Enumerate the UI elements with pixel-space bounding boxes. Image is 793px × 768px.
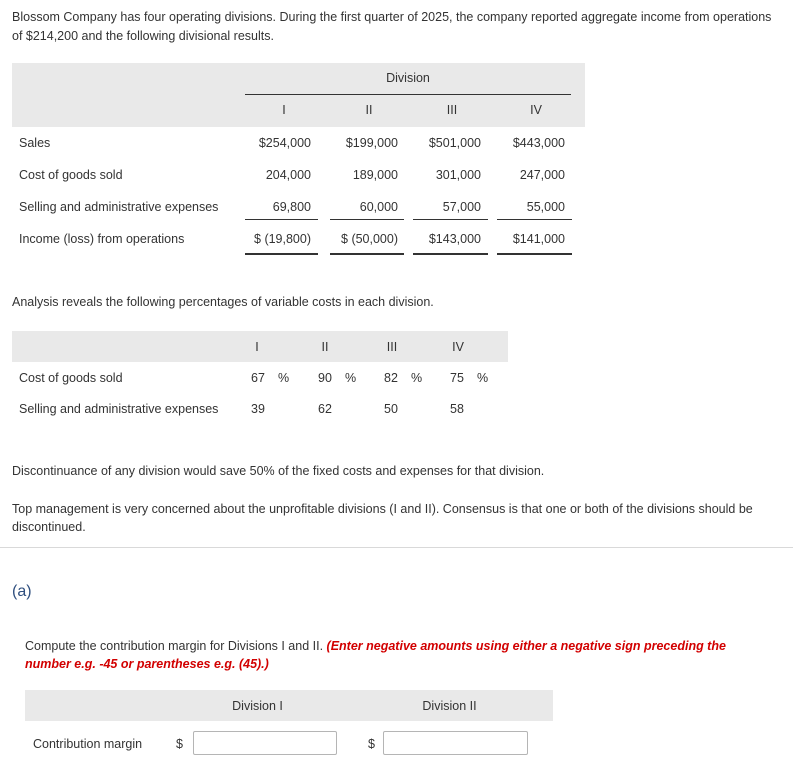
answer-row-label: Contribution margin — [33, 737, 143, 751]
column-header: II — [321, 340, 329, 354]
table-cell: $501,000 — [428, 136, 481, 150]
table-cell: 204,000 — [265, 168, 311, 182]
column-header: IV — [452, 340, 464, 354]
column-header: I — [282, 103, 286, 117]
row-label: Selling and administrative expenses — [19, 200, 219, 214]
column-header: IV — [530, 103, 542, 117]
table-cell: $254,000 — [258, 136, 311, 150]
table-cell: $ (19,800) — [254, 232, 311, 246]
instruction-text: Compute the contribution margin for Divisions I and II. — [25, 639, 324, 653]
row-label: Income (loss) from operations — [19, 232, 185, 246]
part-a-label: (a) — [12, 583, 32, 600]
row-label: Cost of goods sold — [19, 371, 123, 385]
currency-symbol: $ — [368, 737, 375, 751]
subtotal-rule — [330, 219, 404, 220]
column-header: II — [365, 103, 373, 117]
contribution-margin-division-i-input[interactable] — [193, 731, 337, 755]
table-cell: $143,000 — [428, 232, 481, 246]
subtotal-rule — [413, 219, 488, 220]
table-cell: $ (50,000) — [341, 232, 398, 246]
table-cell: 50 — [384, 402, 398, 416]
header-rule — [245, 94, 571, 95]
row-label: Selling and administrative expenses — [19, 402, 219, 416]
table-cell: 60,000 — [359, 200, 398, 214]
analysis-text: Analysis reveals the following percentages of variable costs in each division. — [12, 295, 434, 309]
table-cell: 82 — [384, 371, 398, 385]
total-double-rule — [497, 253, 572, 255]
problem-intro: Blossom Company has four operating divisions. During the first quarter of 2025, the company reported aggregate income from operations of $214,200 and the following divisional results. — [12, 10, 772, 43]
answer-col-header-division-ii: Division II — [422, 699, 477, 713]
management-text: Top management is very concerned about the unprofitable divisions (I and II). Consensus is that one or both of the divisions should be discontinued. — [12, 502, 753, 534]
table-cell: 247,000 — [519, 168, 565, 182]
percent-sign: % — [477, 371, 489, 385]
column-header: III — [446, 103, 458, 117]
section-divider — [0, 547, 793, 548]
answer-col-header-division-i: Division I — [232, 699, 283, 713]
table-cell: 55,000 — [526, 200, 565, 214]
division-group-header: Division — [386, 71, 430, 85]
table-cell: 58 — [450, 402, 464, 416]
currency-symbol: $ — [176, 737, 183, 751]
subtotal-rule — [497, 219, 572, 220]
percent-sign: % — [345, 371, 357, 385]
table-cell: $141,000 — [512, 232, 565, 246]
total-double-rule — [245, 253, 318, 255]
table-cell: 90 — [318, 371, 332, 385]
table-cell: 189,000 — [352, 168, 398, 182]
table-cell: 301,000 — [435, 168, 481, 182]
table-cell: $443,000 — [512, 136, 565, 150]
table-cell: $199,000 — [345, 136, 398, 150]
table-cell: 62 — [318, 402, 332, 416]
row-label: Sales — [19, 136, 51, 150]
discontinuance-text: Discontinuance of any division would save 50% of the fixed costs and expenses for that division. — [12, 464, 545, 478]
instruction — [25, 637, 775, 673]
table-cell: 75 — [450, 371, 464, 385]
instruction-note: (Enter negative amounts using either a negative sign preceding the number e.g. -45 or parentheses e.g. (45).) — [25, 639, 726, 671]
column-header: III — [386, 340, 398, 354]
contribution-margin-division-ii-input[interactable] — [383, 731, 528, 755]
total-double-rule — [330, 253, 404, 255]
table-cell: 69,800 — [272, 200, 311, 214]
table-cell: 67 — [251, 371, 265, 385]
subtotal-rule — [245, 219, 318, 220]
row-label: Cost of goods sold — [19, 168, 123, 182]
column-header: I — [255, 340, 259, 354]
percent-sign: % — [411, 371, 423, 385]
table-cell: 57,000 — [442, 200, 481, 214]
table-cell: 39 — [251, 402, 265, 416]
percent-sign: % — [278, 371, 290, 385]
total-double-rule — [413, 253, 488, 255]
